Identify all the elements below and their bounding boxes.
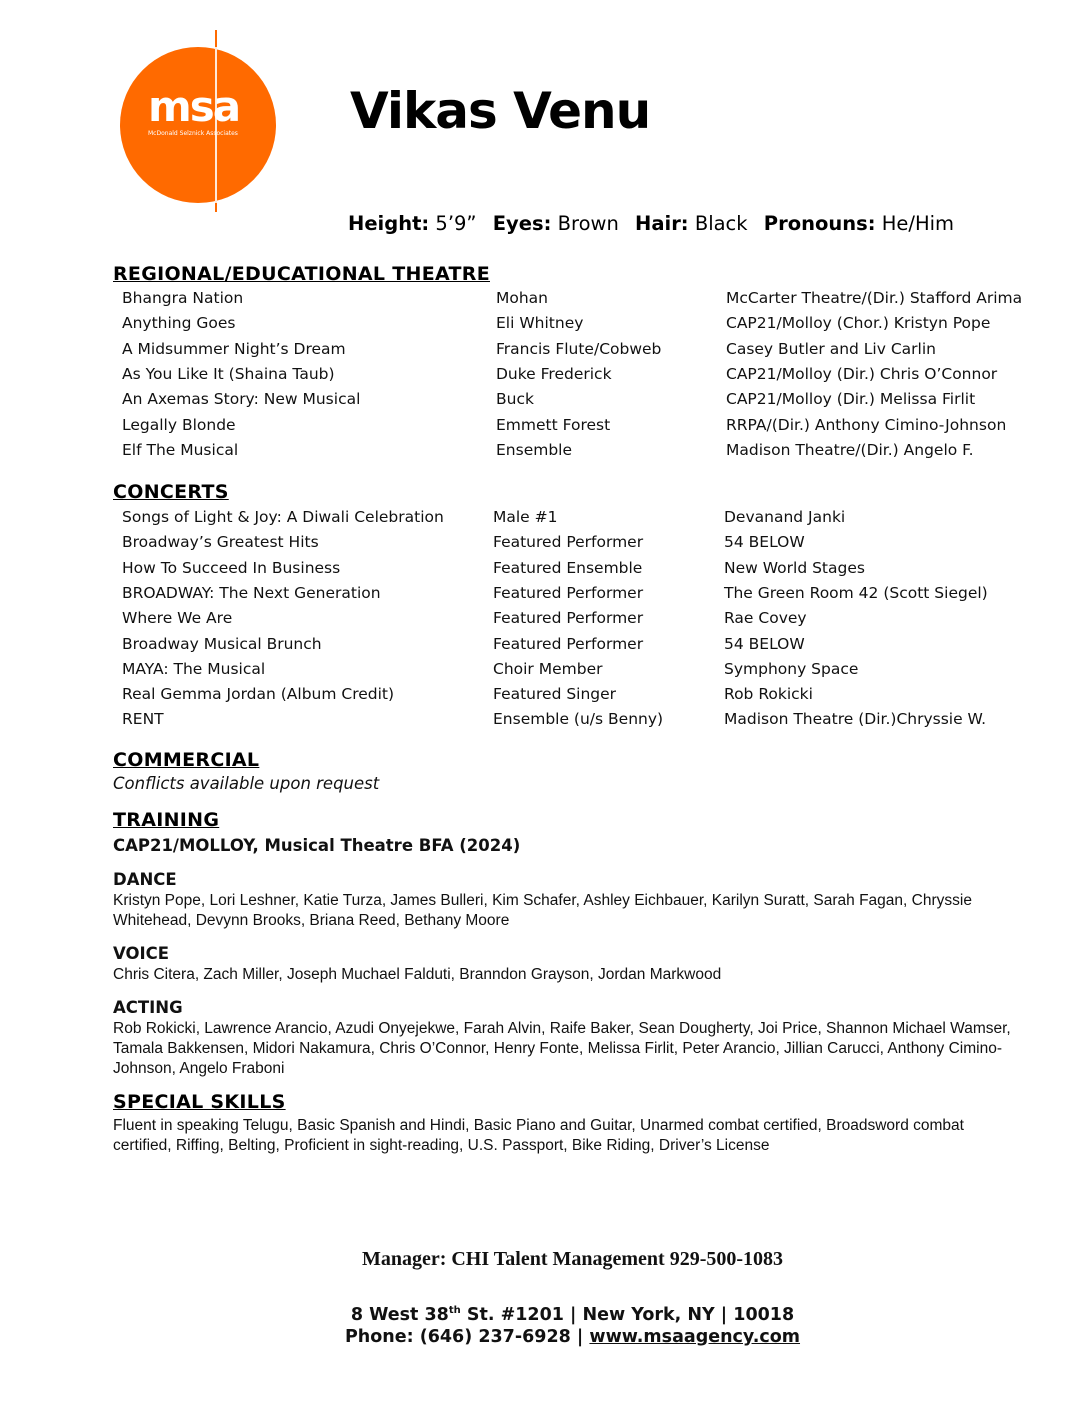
credit-venue: 54 BELOW	[724, 533, 805, 552]
credit-show: Where We Are	[122, 609, 233, 628]
address-suffix: th	[448, 1305, 461, 1316]
hair-value: Black	[694, 212, 748, 235]
credit-role: Featured Performer	[493, 609, 644, 628]
performer-name: Vikas Venu	[350, 82, 651, 140]
credit-role: Duke Frederick	[496, 364, 612, 383]
credit-role: Ensemble (u/s Benny)	[493, 710, 664, 729]
credit-row	[0, 365, 1088, 390]
agency-contact	[0, 1300, 1088, 1348]
credit-row	[0, 508, 1088, 533]
credit-show: As You Like It (Shaina Taub)	[122, 364, 335, 383]
credit-venue: CAP21/Molloy (Dir.) Melissa Firlit	[726, 390, 976, 409]
credit-row	[0, 660, 1088, 685]
credit-show: Broadway Musical Brunch	[122, 634, 322, 653]
manager-line: Manager: CHI Talent Management 929-500-1083	[361, 1248, 784, 1270]
agency-website-link[interactable]: www.msaagency.com	[589, 1326, 801, 1347]
credit-venue: Symphony Space	[724, 659, 859, 678]
address-street: 8 West 38	[350, 1304, 449, 1325]
height-label: Height:	[348, 212, 430, 235]
credit-row	[0, 289, 1088, 314]
eyes-value: Brown	[557, 212, 619, 235]
credit-role: Ensemble	[496, 440, 573, 459]
dance-teachers: Kristyn Pope, Lori Leshner, Katie Turza, James Bulleri, Kim Schafer, Ashley Eichbauer, Karilyn Suratt, Sarah Fagan, Chryssie Whitehead, Devynn Brooks, Briana Reed, Bethany Moore	[113, 892, 972, 929]
credit-role: Emmett Forest	[496, 415, 611, 434]
agency-phone-line	[0, 1326, 1088, 1348]
credit-row	[0, 685, 1088, 710]
logo-subtitle: McDonald Selznick Associates	[148, 130, 238, 137]
credit-row	[0, 584, 1088, 609]
credit-row	[0, 441, 1088, 466]
credit-venue: Madison Theatre (Dir.)Chryssie W.	[724, 710, 987, 729]
credit-show: Elf The Musical	[122, 440, 239, 459]
credit-row	[0, 635, 1088, 660]
voice-teachers: Chris Citera, Zach Miller, Joseph Muchael Falduti, Branndon Grayson, Jordan Markwood	[113, 966, 722, 983]
voice-label: VOICE	[113, 944, 170, 963]
credit-show: Songs of Light & Joy: A Diwali Celebration	[122, 508, 444, 526]
section-title-skills: SPECIAL SKILLS	[113, 1091, 286, 1113]
acting-teachers: Rob Rokicki, Lawrence Arancio, Azudi Onyejekwe, Farah Alvin, Raife Baker, Sean Dougherty, Joi Price, Shannon Michael Wamser, Tamala Bakkensen, Midori Nakamura, Chris O’Connor, Henry Fonte, Melissa Firlit, Peter Arancio, Jillian Carucci, Anthony Cimino-Johnson, Angelo Fraboni	[113, 1020, 1011, 1077]
credit-venue: CAP21/Molloy (Dir.) Chris O’Connor	[726, 364, 998, 383]
acting-label: ACTING	[113, 998, 183, 1017]
credit-show: An Axemas Story: New Musical	[122, 390, 361, 409]
credit-venue: Devanand Janki	[724, 508, 846, 526]
credit-show: Legally Blonde	[122, 415, 236, 434]
credit-row	[0, 710, 1088, 735]
section-title-training: TRAINING	[113, 809, 220, 831]
hair-label: Hair:	[635, 212, 689, 235]
section-title-commercial: COMMERCIAL	[113, 749, 260, 771]
credit-role: Mohan	[496, 289, 549, 307]
credit-role: Featured Performer	[493, 634, 644, 653]
credit-venue: 54 BELOW	[724, 634, 805, 653]
stats-line	[348, 212, 954, 235]
credit-venue: Rae Covey	[724, 609, 807, 628]
credit-role: Featured Singer	[493, 685, 617, 704]
credit-role: Buck	[496, 390, 534, 409]
credit-show: Anything Goes	[122, 314, 236, 333]
credit-venue: Madison Theatre/(Dir.) Angelo F.	[726, 440, 974, 459]
logo-mark: msa	[148, 82, 240, 131]
credit-role: Choir Member	[493, 659, 603, 678]
pronouns-value: He/Him	[881, 212, 955, 235]
credit-role: Male #1	[493, 508, 558, 526]
address-city: St. #1201 | New York, NY | 10018	[460, 1304, 795, 1325]
credit-role: Featured Ensemble	[493, 558, 643, 577]
credit-row	[0, 340, 1088, 365]
credit-venue: McCarter Theatre/(Dir.) Stafford Arima	[726, 289, 1023, 307]
agency-phone: Phone: (646) 237-6928 |	[344, 1326, 590, 1347]
section-title-regional: REGIONAL/EDUCATIONAL THEATRE	[113, 263, 490, 285]
credit-show: RENT	[122, 710, 164, 729]
credit-role: Featured Performer	[493, 533, 644, 552]
section-title-concerts: CONCERTS	[113, 481, 229, 503]
credit-row	[0, 390, 1088, 415]
dance-label: DANCE	[113, 870, 177, 889]
credit-role: Featured Performer	[493, 583, 644, 602]
credit-venue: The Green Room 42 (Scott Siegel)	[724, 583, 988, 602]
credit-show: Real Gemma Jordan (Album Credit)	[122, 685, 395, 704]
credit-venue: Rob Rokicki	[724, 685, 813, 704]
credit-show: BROADWAY: The Next Generation	[122, 583, 381, 602]
credit-row	[0, 416, 1088, 441]
pronouns-label: Pronouns:	[763, 212, 876, 235]
credit-show: Broadway’s Greatest Hits	[122, 533, 319, 552]
credit-show: A Midsummer Night’s Dream	[122, 339, 346, 358]
credit-row	[0, 609, 1088, 634]
credit-role: Eli Whitney	[496, 314, 584, 333]
skills-text: Fluent in speaking Telugu, Basic Spanish and Hindi, Basic Piano and Guitar, Unarmed combat certified, Broadsword combat certified, Riffing, Belting, Proficient in sight-reading, U.S. Passport, Bike Riding, Driver’s License	[113, 1117, 964, 1154]
credit-venue: CAP21/Molloy (Chor.) Kristyn Pope	[726, 314, 991, 333]
height-value: 5’9”	[435, 212, 477, 235]
agency-address	[0, 1300, 1088, 1326]
training-program: CAP21/MOLLOY, Musical Theatre BFA (2024)	[113, 836, 521, 855]
credit-venue: New World Stages	[724, 558, 865, 577]
credit-row	[0, 533, 1088, 558]
credit-show: MAYA: The Musical	[122, 659, 266, 678]
credit-venue: RRPA/(Dir.) Anthony Cimino-Johnson	[726, 415, 1007, 434]
credit-row	[0, 314, 1088, 339]
credit-show: How To Succeed In Business	[122, 558, 341, 577]
commercial-note: Conflicts available upon request	[113, 774, 380, 793]
eyes-label: Eyes:	[492, 212, 552, 235]
credit-show: Bhangra Nation	[122, 289, 244, 307]
credit-venue: Casey Butler and Liv Carlin	[726, 339, 936, 358]
credit-role: Francis Flute/Cobweb	[496, 339, 662, 358]
credit-row	[0, 559, 1088, 584]
